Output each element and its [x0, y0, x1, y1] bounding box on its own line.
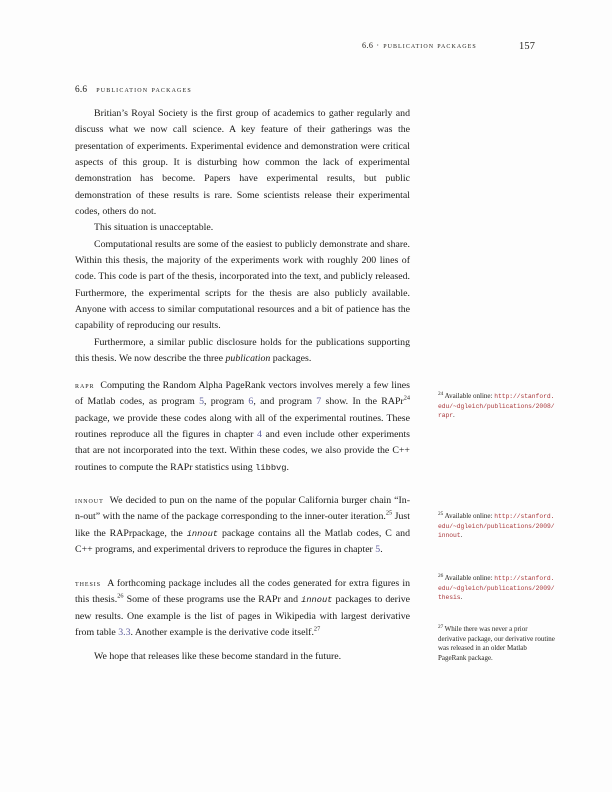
section-title: publication packages — [96, 84, 192, 94]
running-header-section-number: 6.6 — [362, 41, 374, 50]
paragraph-4-post: packages. — [270, 353, 312, 365]
running-header-section-title: publication packages — [383, 41, 477, 50]
paragraph-4-emphasis: publication — [225, 353, 271, 365]
margin-note-27-mark: 27 — [438, 623, 444, 630]
package-entry-innout — [75, 492, 410, 558]
margin-note-26 — [438, 574, 556, 603]
package-thesis-seg3: packages to derive new results. One example is the list of pages in Wikipedia with largest derivative from table — [75, 594, 410, 639]
xref-program-5[interactable]: 5 — [199, 396, 204, 408]
package-innout-label: innout — [75, 495, 104, 505]
package-thesis-label: thesis — [75, 578, 102, 588]
margin-note-26-mark: 26 — [438, 572, 444, 579]
package-entry-rapr — [75, 377, 410, 476]
package-innout-seg2: Just like the RAPrpackage, the — [75, 511, 411, 539]
running-header-title — [362, 41, 477, 50]
margin-note-24 — [438, 392, 556, 421]
margin-note-25 — [438, 512, 556, 541]
page-number: 157 — [519, 41, 536, 52]
package-rapr-seg6: and even include other experiments that are not incorporated into the text. Within these codes, we also provide the C++ routines to compute the RAPr statistics using — [75, 429, 410, 473]
package-rapr-seg5: package, we provide these codes along with all of the experimental routines. These routines reproduce all the figures in chapter — [75, 412, 410, 441]
package-rapr-label: rapr — [75, 380, 95, 390]
paragraph-1: Britian’s Royal Society is the first group of academics to gather regularly and discuss what we now call science. A key feature of their gatherings was the presentation of experiments. Experimental evidence and demonstration were critical aspects of this group. It is disturbing how common the lack of experimental demonstration has become. Papers have experimental results, but public demonstration of these results is rare. Some scientists release their experimental codes, others do not. — [75, 108, 410, 218]
section-number: 6.6 — [75, 85, 88, 95]
closing-paragraph-block — [75, 649, 410, 665]
paragraph-3: Computational results are some of the easiest to publicly demonstrate and share. Within this thesis, the majority of the experiments work with roughly 200 lines of code. This code is part of the thesis, incorporated into the text, and publicly released. Furthermore, the experimental scripts for the thesis are also publicly available. Anyone with access to similar computational resources and a bit of patience has the capability of reproducing our results. — [75, 238, 411, 332]
running-header-separator: · — [376, 41, 381, 50]
package-thesis-seg1: A forthcoming package includes all the codes generated for extra figures in this thesis. — [75, 578, 410, 606]
margin-note-25-lead: Available online: — [444, 512, 495, 520]
xref-chapter-4[interactable]: 4 — [257, 429, 262, 441]
margin-note-27-lead: While there was never a prior derivative package, our derivative routine was released in an older Matlab PageRank package. — [438, 625, 555, 663]
xref-table-3-3[interactable]: 3.3 — [118, 627, 131, 639]
xref-chapter-5[interactable]: 5 — [375, 544, 381, 556]
margin-note-24-lead: Available online: — [444, 392, 495, 400]
package-innout-seg4: . — [380, 544, 383, 556]
package-rapr-seg1: Computing the Random Alpha PageRank vectors involves merely a few lines of Matlab codes, as program — [75, 380, 410, 408]
closing-paragraph: We hope that releases like these become standard in the future. — [94, 651, 342, 662]
package-entry-thesis — [75, 575, 410, 641]
footnote-mark-27[interactable]: 27 — [313, 625, 321, 633]
package-rapr-seg2: , program — [203, 396, 249, 408]
margin-note-26-url[interactable]: http://stanford.edu/~dgleich/publications/2009/thesis — [438, 575, 555, 602]
footnote-mark-24[interactable]: 24 — [403, 395, 411, 403]
margin-note-27 — [438, 625, 556, 664]
package-rapr-text — [75, 377, 410, 476]
code-innout-2: innout — [301, 595, 333, 606]
margin-note-26-tail: . — [460, 593, 463, 602]
package-innout-seg1: We decided to pun on the name of the popular California burger chain “In-n-out” with the name of the package corresponding to the inner-outer iteration. — [75, 495, 411, 523]
xref-program-6[interactable]: 6 — [248, 396, 254, 408]
package-rapr-seg4: show. In the RAPr — [321, 396, 404, 408]
footnote-mark-25[interactable]: 25 — [385, 510, 393, 518]
paragraph-4 — [75, 335, 410, 368]
package-innout-text — [75, 492, 410, 558]
margin-note-26-lead: Available online: — [444, 574, 495, 582]
paragraph-4-pre: Furthermore, a similar public disclosure holds for the publications supporting this thesis. We now describe the three — [75, 336, 410, 365]
paragraph-2: This situation is unacceptable. — [94, 222, 214, 234]
xref-program-7[interactable]: 7 — [316, 396, 322, 408]
package-innout-seg3: package contains all the Matlab codes, C and C++ programs, and experimental drivers to reproduce the figures in chapter — [75, 527, 410, 556]
package-thesis-seg4: . Another example is the derivative code itself. — [130, 627, 314, 639]
package-thesis-seg2: Some of these programs use the RAPr and — [123, 594, 302, 606]
footnote-mark-26[interactable]: 26 — [117, 593, 124, 601]
margin-note-25-mark: 25 — [438, 510, 444, 517]
section-heading — [75, 84, 192, 95]
package-thesis-text — [75, 575, 410, 641]
margin-note-24-tail: . — [453, 411, 455, 420]
margin-note-25-url[interactable]: http://stanford.edu/~dgleich/publications/2009/innout — [438, 513, 555, 540]
margin-note-24-url[interactable]: http://stanford.edu/~dgleich/publications/2008/rapr — [438, 393, 555, 420]
running-header — [75, 41, 555, 55]
package-rapr-seg3: , and program — [253, 396, 317, 408]
margin-note-25-tail: . — [460, 531, 463, 540]
code-libbvg: libbvg — [255, 462, 287, 473]
margin-note-24-mark: 24 — [438, 390, 444, 397]
body-text-column — [75, 106, 410, 368]
package-rapr-seg7: . — [286, 461, 289, 473]
code-innout: innout — [186, 528, 218, 539]
